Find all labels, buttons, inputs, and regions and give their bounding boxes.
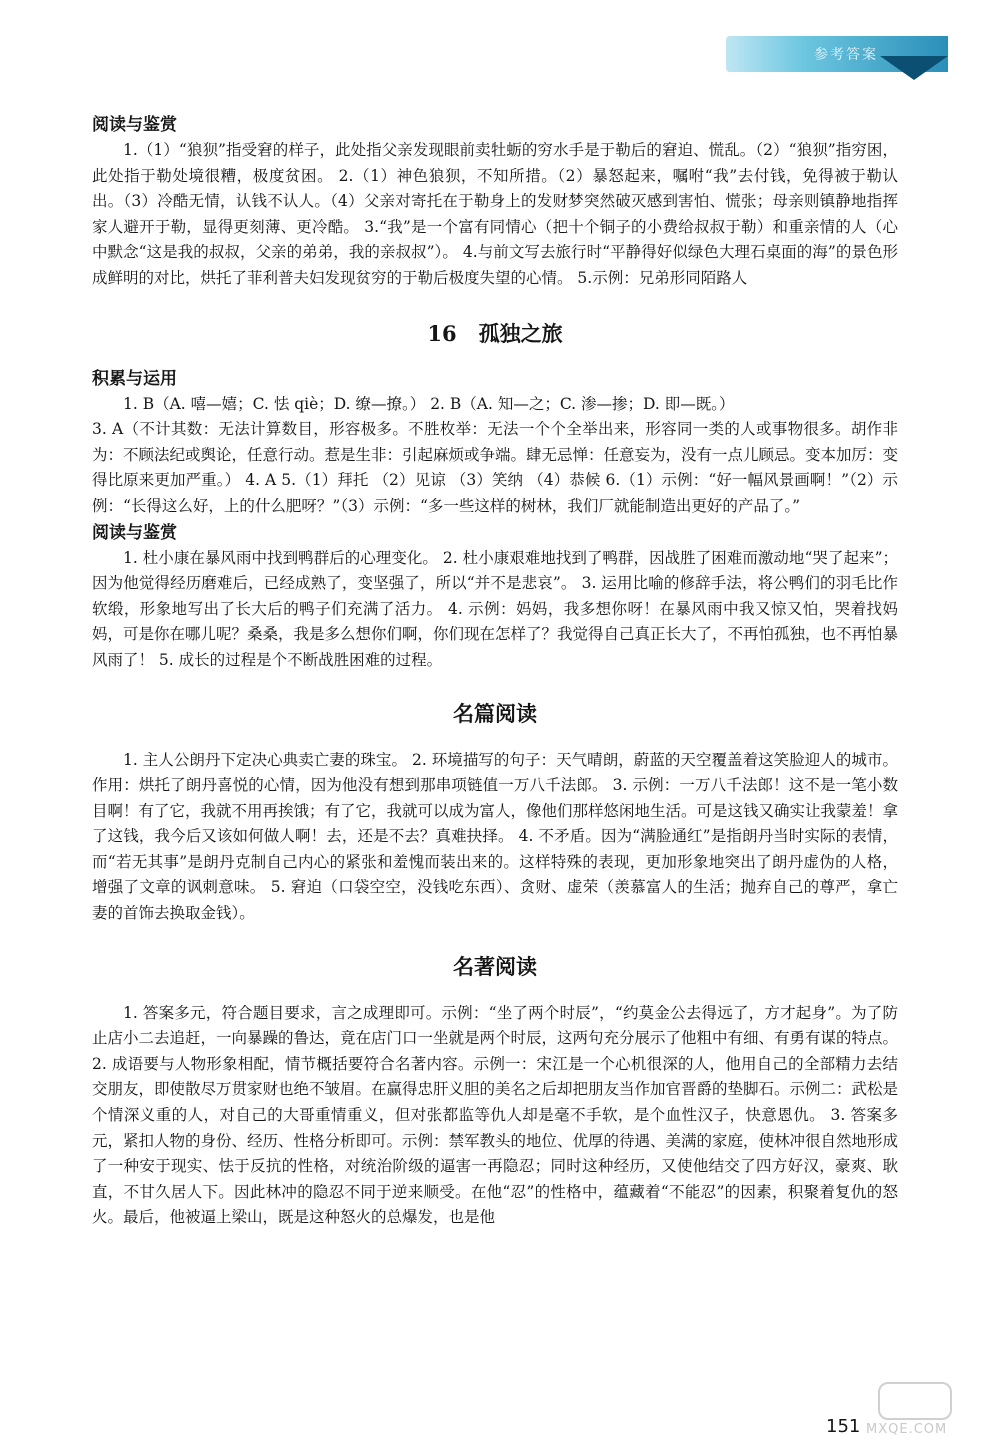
lesson-number: 16 — [427, 320, 457, 346]
section-heading-reading: 阅读与鉴赏 — [92, 522, 177, 543]
lesson-name: 孤独之旅 — [478, 320, 563, 346]
paragraph: 1. 杜小康在暴风雨中找到鸭群后的心理变化。 2. 杜小康艰难地找到了鸭群，因战胜了困难而激动地“哭了起来”；因为他觉得经历磨难后，已经成熟了，变坚强了，所以“并不是悲哀”。 3. 运用比喻的修辞手法，将公鸭们的羽毛比作软缎，形象地写出了长大后的鸭子们充满了活力。 4. 示例：妈妈，我多想你呀！在暴风雨中我又惊又怕，哭着找妈妈，可是你在哪儿呢？桑桑，我是多么想你们啊，你们现在怎样了？我觉得自己真正长大了，不再怕孤独，也不再怕暴风雨了！ 5. 成长的过程是个不断战胜困难的过程。 — [92, 548, 899, 669]
paragraph: 1. 主人公朗丹下定决心典卖亡妻的珠宝。 2. 环境描写的句子：天气晴朗，蔚蓝的天空覆盖着这笑脸迎人的城市。作用：烘托了朗丹喜悦的心情，因为他没有想到那串项链值一万八千法郎。 3. 示例：一万八千法郎！这不是一笔小数目啊！有了它，我就不用再挨饿；有了它，我就可以成为富人，像他们那样悠闲地生活。可是这钱又确实让我蒙羞！拿了这钱，我今后又该如何做人啊！去，还是不去？真难抉择。 4. 不矛盾。因为“满脸通红”是指朗丹当时实际的表情，而“若无其事”是朗丹克制自己内心的紧张和羞愧而装出来的。这样特殊的表现，更加形象地突出了朗丹虚伪的人格，增强了文章的讽刺意味。 5. 窘迫（口袋空空，没钱吃东西）、贪财、虚荣（羡慕富人的生活；抛弃自己的尊严，拿亡妻的首饰去换取金钱）。 — [92, 750, 899, 923]
lesson-title — [92, 320, 898, 348]
watermark — [838, 1378, 988, 1440]
banner-ribbon-icon — [880, 56, 948, 80]
watermark-text: MXQE.COM — [866, 1422, 948, 1437]
paragraph: 1.（1）“狼狈”指受窘的样子，此处指父亲发现眼前卖牡蛎的穷水手是于勒后的窘迫、慌乱。（2）“狼狈”指穷困，此处指于勒处境很糟，极度贫困。 2.（1）神色狼狈，不知所措。（2）暴怒起来，嘱咐“我”去付钱，免得被于勒认出。（3）冷酷无情，认钱不认人。（4）父亲对寄托在于勒身上的发财梦突然破灭感到害怕、慌张；母亲则镇静地指挥家人避开于勒，显得更刻薄、更冷酷。 3.“我”是一个富有同情心（把十个铜子的小费给叔叔于勒）和重亲情的人（心中默念“这是我的叔叔，父亲的弟弟，我的亲叔叔”）。 4.与前文写去旅行时“平静得好似绿色大理石桌面的海”的景色形成鲜明的对比，烘托了菲利普夫妇发现贫穷的于勒后极度失望的心情。 5.示例：兄弟形同陌路人 — [92, 141, 898, 287]
banner-text: 参考答案 — [814, 47, 878, 63]
paragraph: 3. A（不计其数：无法计算数目，形容极多。不胜枚举：无法一个个全举出来，形容同一类的人或事物很多。胡作非为：不顾法纪或舆论，任意行动。惹是生非：引起麻烦或争端。肆无忌惮：任意妄为，没有一点儿顾忌。变本加厉：变得比原来更加严重。） 4. A 5.（1）拜托 （2）见谅 （3）笑纳 （4）恭候 6.（1）示例：“好一幅风景画啊！”（2）示例：“长得这么好，上的什么肥呀？”（3）示例：“多一些这样的树林，我们厂就能制造出更好的产品了。” — [92, 420, 899, 515]
answer-content — [92, 112, 898, 1231]
section-heading-reading: 阅读与鉴赏 — [92, 115, 177, 135]
watermark-logo-icon — [878, 1382, 952, 1420]
section-title-famous-essay: 名篇阅读 — [453, 700, 537, 726]
section-heading-accumulation: 积累与运用 — [92, 368, 177, 389]
paragraph: 1. 答案多元，符合题目要求，言之成理即可。示例：“坐了两个时辰”，“约莫金公去得远了，方才起身”。为了防止店小二去追赶，一向暴躁的鲁达，竟在店门口一坐就是两个时辰，这两句充分展示了他粗中有细、有勇有谋的特点。 2. 成语要与人物形象相配，情节概括要符合名著内容。示例一：宋江是一个心机很深的人，他用自己的全部精力去结交朋友，即使散尽万贯家财也绝不皱眉。在赢得忠肝义胆的美名之后却把朋友当作加官晋爵的垫脚石。示例二：武松是个情深义重的人，对自己的大哥重情重义，但对张都监等仇人却是毫不手软，是个血性汉子，快意恩仇。 3. 答案多元，紧扣人物的身份、经历、性格分析即可。示例：禁军教头的地位、优厚的待遇、美满的家庭，使林冲很自然地形成了一种安于现实、怯于反抗的性格，对统治阶级的逼害一再隐忍；同时这种经历，又使他结交了四方好汉，豪爽、耿直，不甘久居人下。因此林冲的隐忍不同于逆来顺受。在他“忍”的性格中，蕴藏着“不能忍”的因素，积聚着复仇的怒火。最后，他被逼上梁山，既是这种怒火的总爆发，也是他 — [92, 1003, 899, 1227]
paragraph: 1. B（A. 嘻—嬉；C. 怯 qiè；D. 缭—撩。） 2. B（A. 知—之；C. 渗—掺；D. 即—既。） — [123, 394, 735, 413]
page-number: 151 — [826, 1416, 861, 1437]
section-title-classic-novel: 名著阅读 — [453, 953, 537, 979]
